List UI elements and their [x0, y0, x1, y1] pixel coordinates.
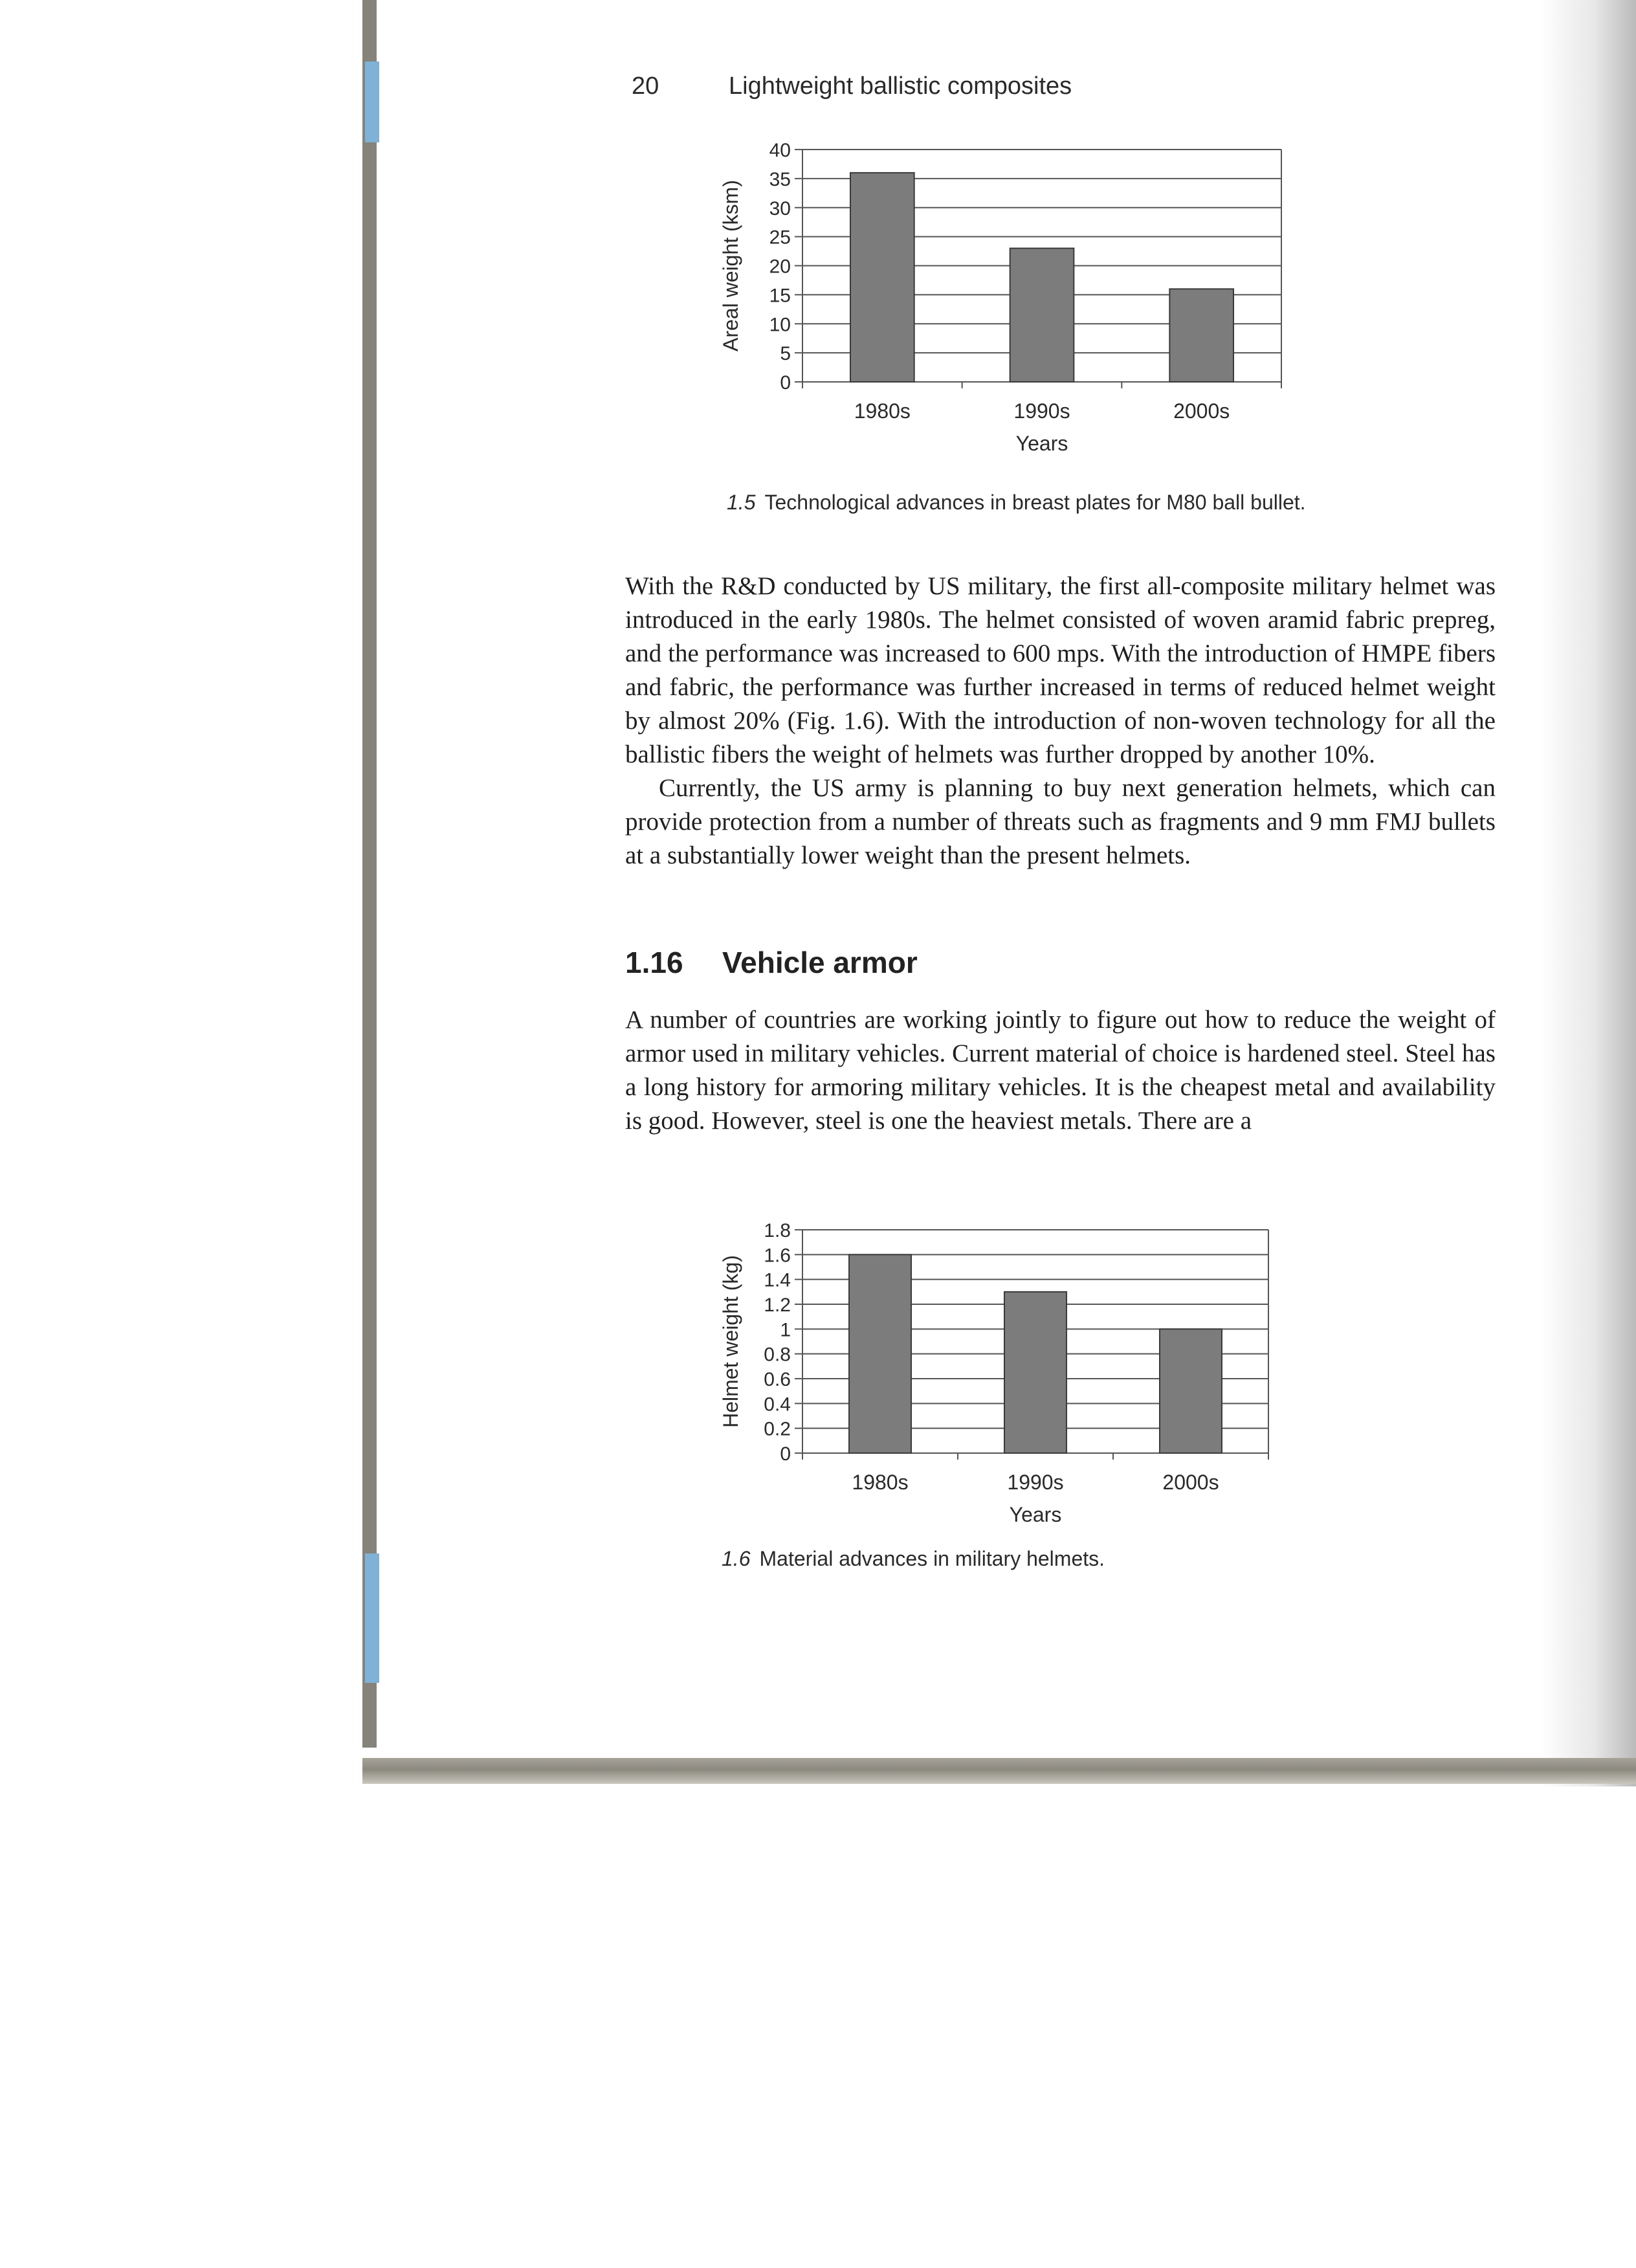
- y-tick-label: 25: [769, 227, 791, 249]
- y-tick-label: 0.8: [764, 1344, 791, 1366]
- running-title: Lightweight ballistic composites: [729, 72, 1072, 100]
- page-number: 20: [632, 72, 659, 100]
- binding-tab-bottom: [365, 1553, 379, 1683]
- x-tick-label: 2000s: [1173, 399, 1230, 423]
- y-axis-title: Helmet weight (kg): [719, 1255, 742, 1428]
- bar: [1160, 1329, 1222, 1453]
- x-tick-label: 1990s: [1013, 399, 1070, 423]
- bar: [849, 1254, 911, 1453]
- book-binding-strip: [362, 0, 377, 1748]
- figure-caption-text: Material advances in military helmets.: [759, 1547, 1105, 1570]
- x-tick-label: 1980s: [852, 1471, 909, 1494]
- bar: [1010, 249, 1074, 382]
- section-number: 1.16: [625, 946, 683, 979]
- figure-1-5-caption: [727, 491, 1306, 515]
- figure-1-6-caption: [722, 1547, 1105, 1571]
- y-tick-label: 1.8: [764, 1220, 791, 1241]
- bar: [1169, 289, 1233, 382]
- y-tick-label: 0.6: [764, 1369, 791, 1390]
- y-tick-label: 15: [769, 285, 791, 307]
- x-axis-title: Years: [1009, 1503, 1062, 1526]
- y-tick-label: 30: [769, 197, 791, 219]
- figure-1-5-chart: [705, 133, 1307, 466]
- bar: [850, 173, 914, 382]
- y-tick-label: 20: [769, 256, 791, 278]
- x-tick-label: 2000s: [1162, 1471, 1219, 1494]
- y-axis-title: Areal weight (ksm): [719, 180, 742, 351]
- y-tick-label: 1.4: [764, 1269, 791, 1291]
- running-header: [632, 72, 1072, 100]
- section-heading: [625, 945, 918, 980]
- y-tick-label: 0.4: [764, 1394, 791, 1416]
- y-tick-label: 0: [780, 1443, 791, 1465]
- x-tick-label: 1990s: [1007, 1471, 1064, 1494]
- figure-1-6-svg: [705, 1210, 1307, 1537]
- x-axis-title: Years: [1015, 432, 1068, 455]
- section-title: Vehicle armor: [722, 946, 918, 979]
- x-tick-label: 1980s: [854, 399, 911, 423]
- y-tick-label: 5: [780, 343, 791, 365]
- figure-number: 1.6: [722, 1547, 751, 1570]
- book-bottom-edge: [362, 1758, 1636, 1784]
- y-tick-label: 0.2: [764, 1418, 791, 1440]
- y-tick-label: 10: [769, 314, 791, 336]
- binding-tab-top: [365, 61, 379, 142]
- y-tick-label: 1.2: [764, 1295, 791, 1316]
- section-paragraph: A number of countries are working jointly to figure out how to reduce the weight of armor used in military vehicles. Current material of choice is hardened steel. Steel has a long history for armoring military vehicles. It is the cheapest metal and availability is good. However, steel is one the heaviest metals. There are a: [625, 1006, 1496, 1135]
- y-tick-label: 1.6: [764, 1245, 791, 1267]
- y-tick-label: 1: [780, 1319, 791, 1341]
- y-tick-label: 40: [769, 140, 791, 161]
- figure-1-6-chart: [705, 1210, 1307, 1537]
- paragraph: With the R&D conducted by US military, the first all-composite military helmet was introduced in the early 1980s. The helmet consisted of woven aramid fabric prepreg, and the performance was increased to 600 mps. With the introduction of HMPE fibers and fabric, the performance was further increased in terms of reduced helmet weight by almost 20% (Fig. 1.6). With the introduction of non-woven technology for all the ballistic fibers the weight of helmets was further dropped by another 10%.: [625, 572, 1496, 768]
- bar: [1004, 1292, 1067, 1453]
- figure-number: 1.5: [727, 491, 756, 514]
- body-paragraphs: [625, 570, 1496, 873]
- figure-1-5-svg: [705, 133, 1307, 466]
- figure-caption-text: Technological advances in breast plates for M80 ball bullet.: [764, 491, 1306, 514]
- y-tick-label: 35: [769, 168, 791, 190]
- y-tick-label: 0: [780, 372, 791, 394]
- page-spine-shadow: [1540, 0, 1636, 1786]
- paragraph: Currently, the US army is planning to buy next generation helmets, which can provide protection from a number of threats such as fragments and 9 mm FMJ bullets at a substantially lower weight than the present helmets.: [625, 774, 1496, 869]
